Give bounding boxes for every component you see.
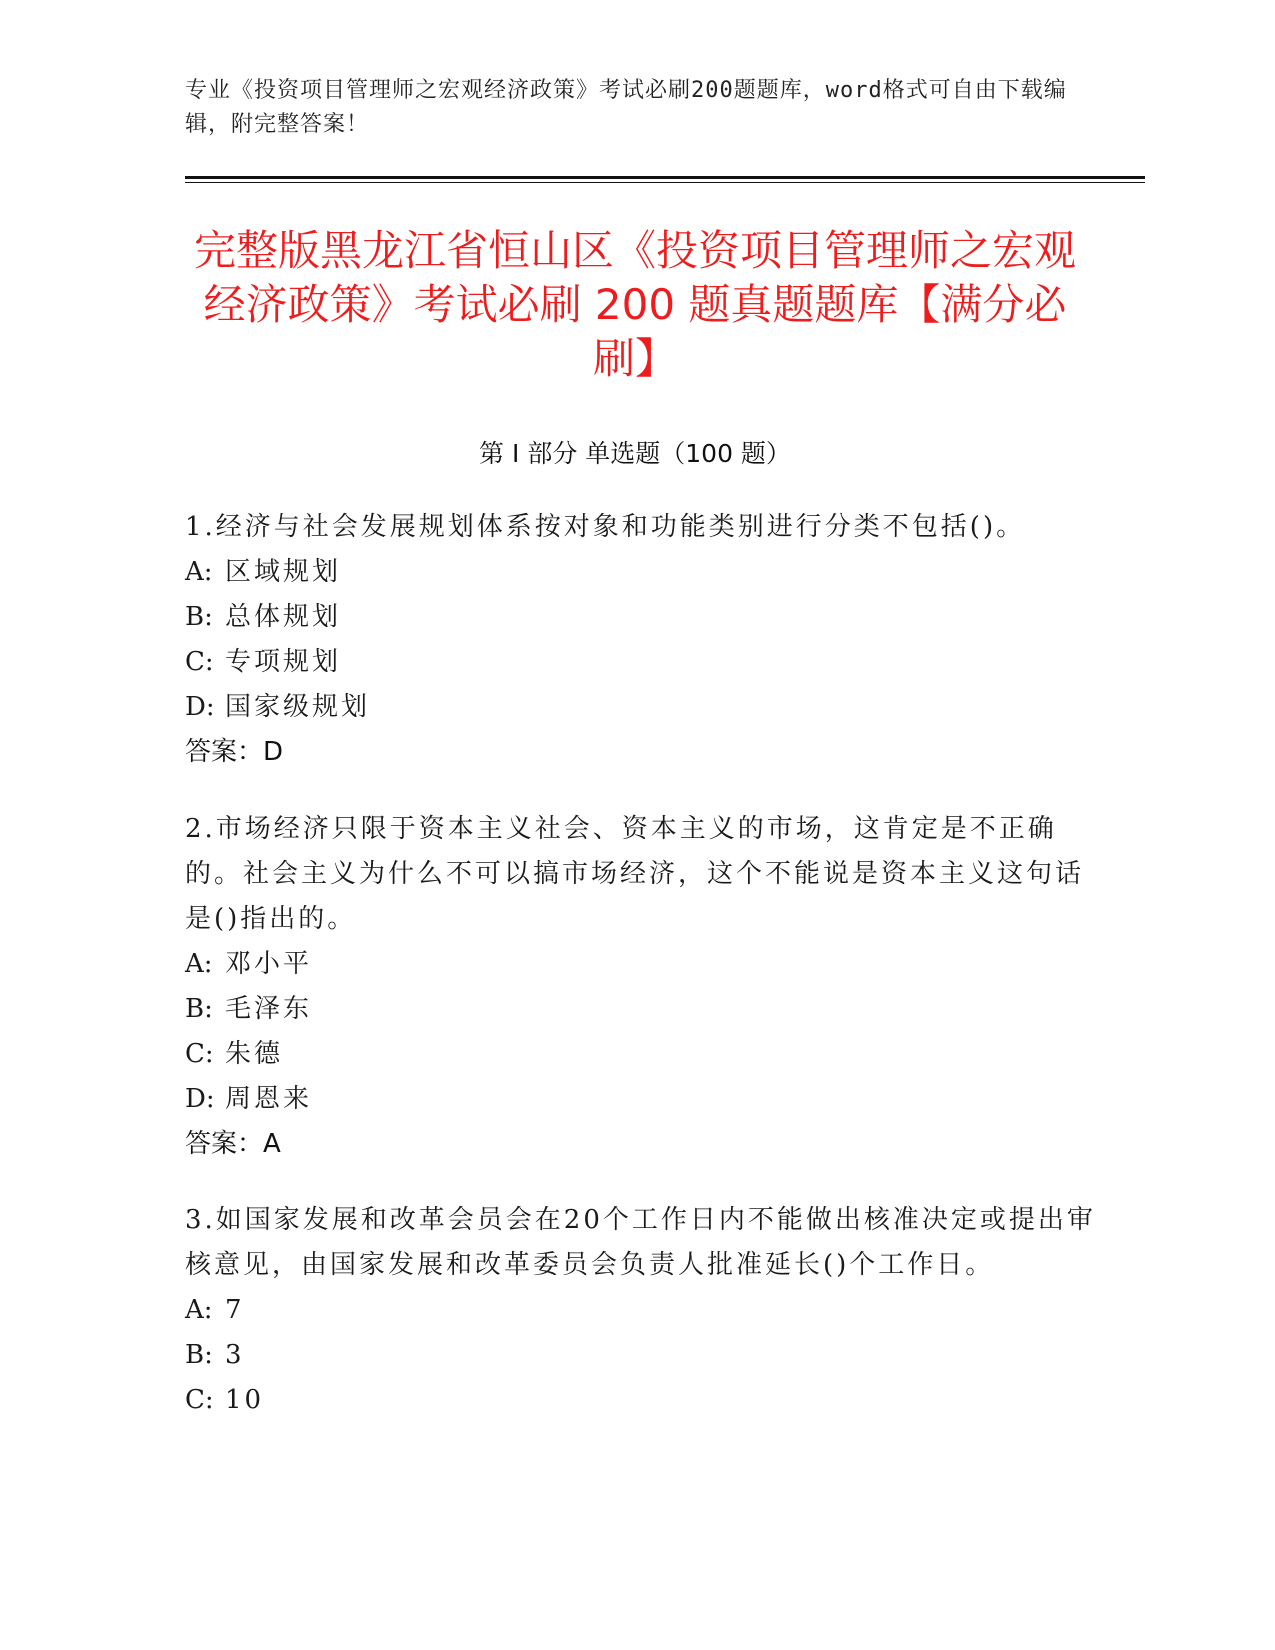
answer: 答案：D bbox=[185, 737, 284, 767]
option-letter: C: bbox=[185, 1385, 214, 1415]
question-1 bbox=[185, 505, 1105, 775]
option-text: 国家级规划 bbox=[225, 692, 371, 722]
header-rule-thin bbox=[185, 182, 1145, 183]
option-b bbox=[185, 1333, 1105, 1378]
option-d bbox=[185, 685, 1105, 730]
option-a bbox=[185, 942, 1105, 987]
option-text: 邓小平 bbox=[225, 949, 313, 979]
option-text: 区域规划 bbox=[225, 557, 342, 587]
option-letter: A: bbox=[185, 949, 213, 979]
section-heading: 第 I 部分 单选题（100 题） bbox=[479, 439, 791, 468]
question-stem: 2.市场经济只限于资本主义社会、资本主义的市场，这肯定是不正确的。社会主义为什么不可以搞市场经济，这个不能说是资本主义这句话是()指出的。 bbox=[185, 814, 1085, 934]
answer: 答案：A bbox=[185, 1129, 281, 1159]
question-stem: 1.经济与社会发展规划体系按对象和功能类别进行分类不包括()。 bbox=[185, 512, 1026, 542]
option-b bbox=[185, 595, 1105, 640]
header-note: 专业《投资项目管理师之宏观经济政策》考试必刷200题题库，word格式可自由下载编辑，附完整答案！ bbox=[185, 78, 1067, 137]
option-c bbox=[185, 1032, 1105, 1077]
option-c bbox=[185, 1378, 1105, 1423]
option-text: 周恩来 bbox=[225, 1084, 313, 1114]
document-title: 完整版黑龙江省恒山区《投资项目管理师之宏观经济政策》考试必刷 200 题真题题库【满分必刷】 bbox=[193, 226, 1076, 383]
option-a bbox=[185, 550, 1105, 595]
option-letter: A: bbox=[185, 557, 213, 587]
question-2 bbox=[185, 807, 1105, 1167]
question-stem: 3.如国家发展和改革会员会在20个工作日内不能做出核准决定或提出审核意见，由国家发展和改革委员会负责人批准延长()个工作日。 bbox=[185, 1205, 1096, 1280]
option-text: 毛泽东 bbox=[225, 994, 313, 1024]
question-3 bbox=[185, 1198, 1105, 1423]
option-text: 7 bbox=[225, 1295, 245, 1325]
option-letter: A: bbox=[185, 1295, 213, 1325]
header-rule-thick bbox=[185, 176, 1145, 179]
option-letter: B: bbox=[185, 994, 213, 1024]
option-letter: D: bbox=[185, 1084, 215, 1114]
option-letter: D: bbox=[185, 692, 215, 722]
option-b bbox=[185, 987, 1105, 1032]
option-letter: B: bbox=[185, 1340, 213, 1370]
option-c bbox=[185, 640, 1105, 685]
option-letter: C: bbox=[185, 1039, 214, 1069]
option-text: 10 bbox=[225, 1385, 265, 1415]
option-d bbox=[185, 1077, 1105, 1122]
option-a bbox=[185, 1288, 1105, 1333]
option-text: 3 bbox=[225, 1340, 245, 1370]
option-text: 朱德 bbox=[225, 1039, 284, 1069]
option-text: 总体规划 bbox=[225, 602, 342, 632]
option-letter: B: bbox=[185, 602, 213, 632]
option-text: 专项规划 bbox=[225, 647, 342, 677]
option-letter: C: bbox=[185, 647, 214, 677]
